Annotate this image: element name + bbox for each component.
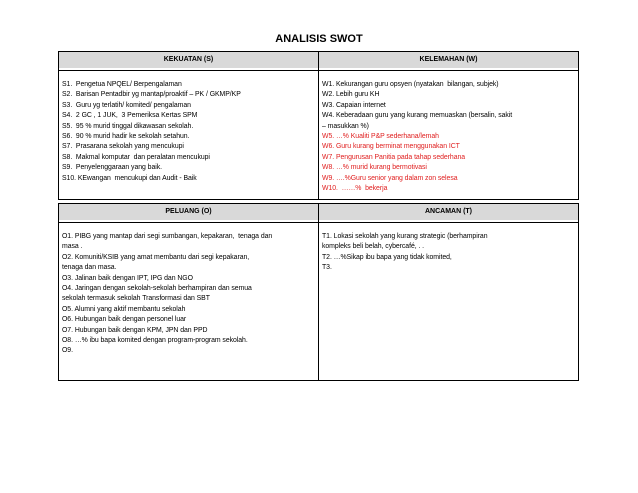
opportunity-item: O8. …% ibu bapa komited dengan program-program sekolah. bbox=[62, 337, 248, 345]
strength-item: S4. 2 GC , 1 JUK, 3 Pemeriksa Kertas SPM bbox=[62, 112, 198, 120]
threat-item: kompleks beli belah, cybercafé, . . bbox=[322, 243, 425, 251]
threats-header-cell bbox=[319, 204, 579, 223]
strength-item: S5. 95 % murid tinggal dikawasan sekolah. bbox=[62, 122, 194, 130]
opportunity-item: O6. Hubungan baik dengan personel luar bbox=[62, 316, 187, 324]
weakness-item: W10. ……% bekerja bbox=[322, 185, 388, 193]
strength-item: S2. Barisan Pentadbir yg mantap/proaktif – PK / GKMP/KP bbox=[62, 91, 241, 99]
strength-item: S1. Pengetua NPQEL/ Berpengalaman bbox=[62, 81, 182, 88]
strength-item: S8. Makmal komputar dan peralatan mencukupi bbox=[62, 153, 210, 161]
strengths-header: KEKUATAN (S) bbox=[59, 52, 318, 68]
weaknesses-header: KELEMAHAN (W) bbox=[319, 52, 578, 68]
threats-list bbox=[319, 223, 578, 274]
opportunity-item: sekolah termasuk sekolah Transformasi dan SBT bbox=[62, 295, 210, 303]
weakness-item: W6. Guru kurang berminat menggunakan ICT bbox=[322, 143, 460, 151]
strength-item: S6. 90 % murid hadir ke sekolah setahun. bbox=[62, 133, 190, 141]
weakness-item: W2. Lebih guru KH bbox=[322, 91, 380, 99]
threats-header: ANCAMAN (T) bbox=[319, 204, 578, 220]
opportunity-item: tenaga dan masa. bbox=[62, 264, 117, 272]
opportunities-header-cell bbox=[59, 204, 319, 223]
weakness-item: W7. Pengurusan Panitia pada tahap sederhana bbox=[322, 153, 466, 161]
opportunity-item: O3. Jalinan baik dengan IPT, IPG dan NGO bbox=[62, 274, 193, 282]
threats-cell bbox=[319, 223, 579, 381]
strengths-cell bbox=[59, 71, 319, 200]
strengths-header-cell bbox=[59, 52, 319, 71]
opportunity-item: masa . bbox=[62, 243, 83, 251]
opportunity-item: O7. Hubungan baik dengan KPM, JPN dan PPD bbox=[62, 326, 208, 334]
weakness-item: W3. Capaian internet bbox=[322, 101, 386, 109]
strength-item: S10. KEwangan mencukupi dan Audit - Baik bbox=[62, 174, 197, 182]
opportunities-header: PELUANG (O) bbox=[59, 204, 318, 220]
strength-item: S9. Penyelenggaraan yang baik. bbox=[62, 164, 162, 172]
weakness-item: W5. …% Kualiti P&P sederhana/lemah bbox=[322, 133, 439, 141]
opportunity-item: O5. Alumni yang aktif membantu sekolah bbox=[62, 305, 186, 313]
weakness-item: W4. Keberadaan guru yang kurang memuaskan (bersalin, sakit bbox=[322, 112, 513, 120]
opportunities-list bbox=[59, 223, 318, 357]
weaknesses-list bbox=[319, 71, 578, 194]
opportunity-item: O9. bbox=[62, 347, 73, 355]
threat-item: T2. …%Sikap ibu bapa yang tidak komited, bbox=[322, 253, 452, 261]
weaknesses-cell bbox=[319, 71, 579, 200]
opportunities-cell bbox=[59, 223, 319, 381]
opportunity-item: O1. PIBG yang mantap dari segi sumbangan, kepakaran, tenaga dan bbox=[62, 233, 273, 240]
weakness-item: W1. Kekurangan guru opsyen (nyatakan bilangan, subjek) bbox=[322, 81, 499, 88]
strengths-list bbox=[59, 71, 318, 184]
threat-item: T3. bbox=[322, 264, 332, 272]
weakness-item: – masukkan %) bbox=[322, 122, 369, 130]
weakness-item: W8. …% murid kurang bermotivasi bbox=[322, 164, 427, 172]
page-title: ANALISIS SWOT bbox=[275, 33, 363, 45]
weaknesses-header-cell bbox=[319, 52, 579, 71]
weakness-item: W9. ….%Guru senior yang dalam zon selesa bbox=[322, 174, 458, 182]
swot-table bbox=[58, 51, 579, 381]
strength-item: S3. Guru yg terlatih/ komited/ pengalaman bbox=[62, 101, 191, 109]
strength-item: S7. Prasarana sekolah yang mencukupi bbox=[62, 143, 184, 151]
threat-item: T1. Lokasi sekolah yang kurang strategic (berhampiran bbox=[322, 233, 488, 240]
opportunity-item: O4. Jaringan dengan sekolah-sekolah berhampiran dan semua bbox=[62, 285, 252, 293]
opportunity-item: O2. Komuniti/KSIB yang amat membantu dari segi kepakaran, bbox=[62, 253, 250, 261]
